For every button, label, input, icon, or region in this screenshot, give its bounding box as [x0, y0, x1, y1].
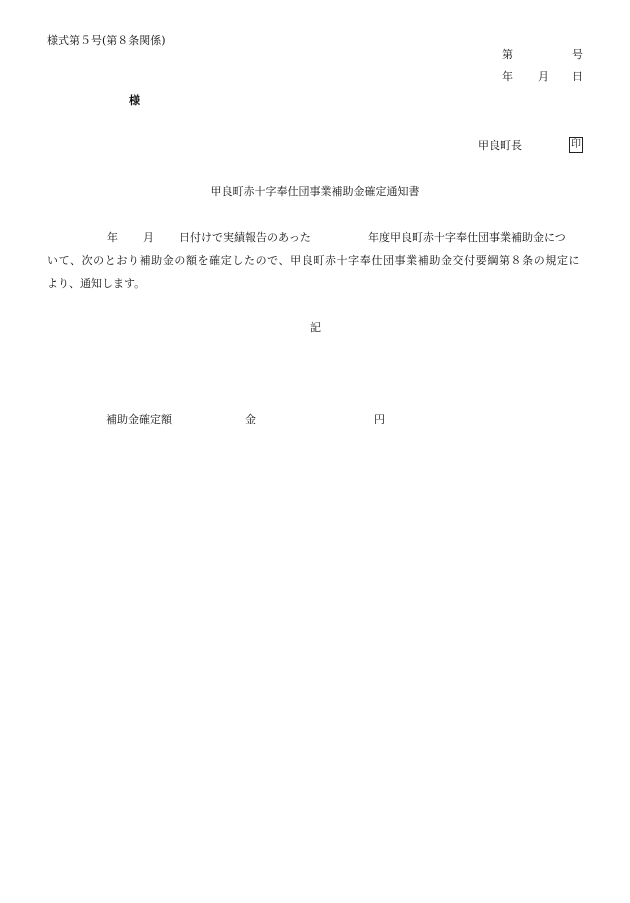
seal-label: 印	[571, 139, 581, 150]
date-month-label: 月	[538, 70, 549, 83]
amount-unit: 円	[374, 413, 385, 426]
amount-prefix: 金	[245, 413, 256, 426]
addressee-honorific: 様	[129, 94, 140, 107]
date-year-label: 年	[502, 70, 513, 83]
body-year-label: 年	[107, 231, 118, 244]
body-fiscal-year-text: 年度甲良町赤十字奉仕団事業補助金につ	[368, 231, 566, 244]
document-title: 甲良町赤十字奉仕団事業補助金確定通知書	[210, 185, 420, 198]
date-day-label: 日	[572, 70, 583, 83]
seal-box	[569, 137, 583, 153]
body-day-text: 日付けで実績報告のあった	[179, 231, 311, 244]
body-line-2: いて、次のとおり補助金の額を確定したので、甲良町赤十字奉仕団事業補助金交付要綱第８条の規定に	[47, 254, 581, 267]
document-number-suffix: 号	[572, 48, 583, 61]
form-number: 様式第５号(第８条関係)	[47, 34, 166, 47]
document-number-prefix: 第	[502, 48, 513, 61]
body-line-3: より、通知します。	[47, 277, 146, 290]
ki-heading: 記	[310, 321, 321, 334]
amount-label: 補助金確定額	[106, 413, 172, 426]
body-month-label: 月	[143, 231, 154, 244]
sender-title: 甲良町長	[478, 139, 522, 152]
